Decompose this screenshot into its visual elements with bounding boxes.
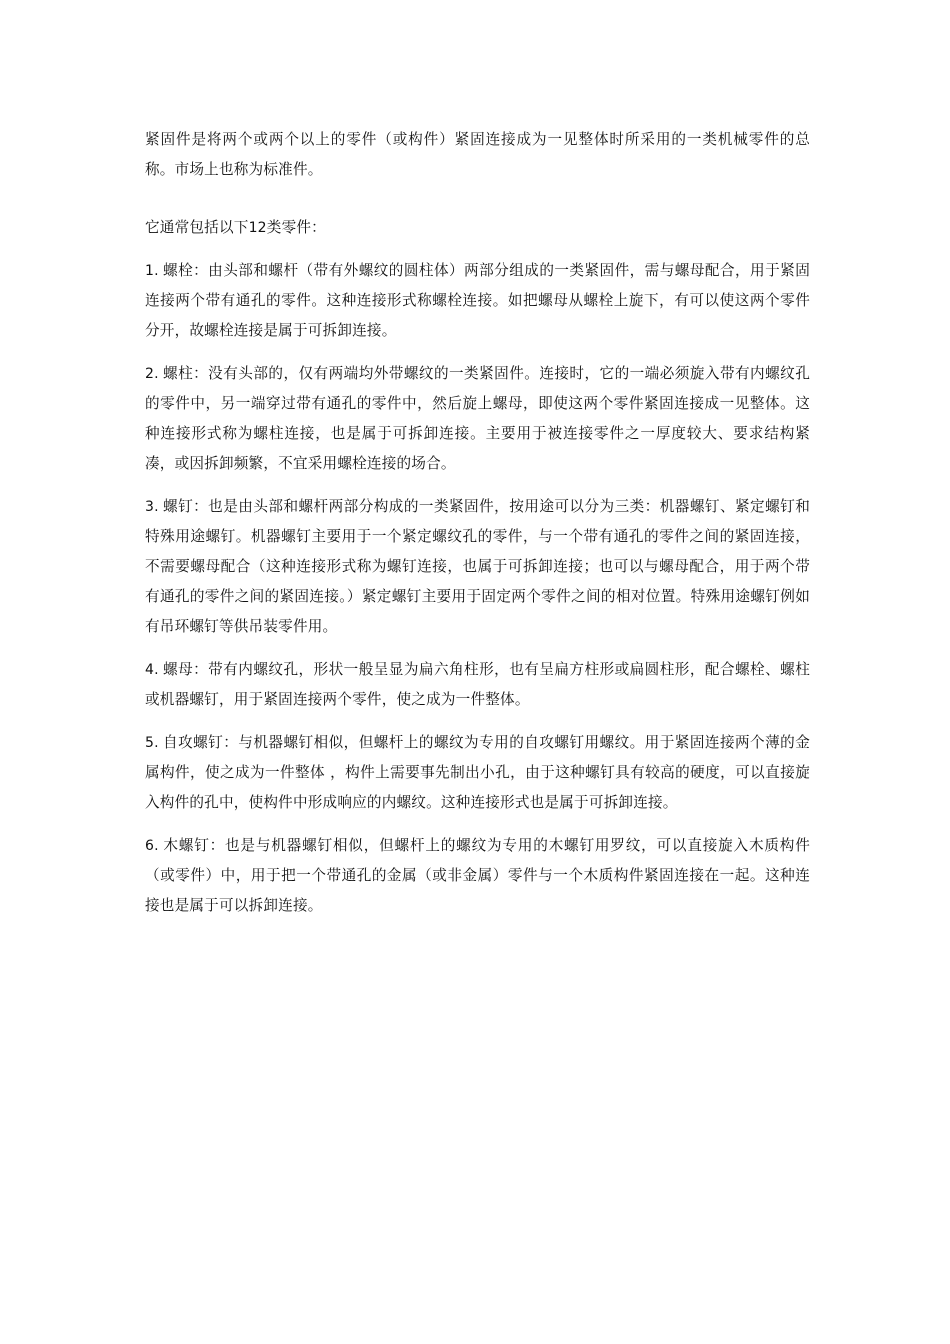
categories-prefix: 它通常包括以下 [145, 219, 249, 236]
list-item [145, 492, 810, 642]
item-number: 4. [145, 662, 159, 678]
item-text: 自攻螺钉：与机器螺钉相似，但螺杆上的螺纹为专用的自攻螺钉用螺纹。用于紧固连接两个薄的金属构件，使之成为一件整体 ，构件上需要事先制出小孔，由于这种螺钉具有较高的硬度，可以直接旋入构件的孔中，使构件中形成响应的内螺纹。这种连接形式也是属于可拆卸连接。 [145, 734, 810, 811]
item-number: 5. [145, 735, 159, 751]
categories-count: 12 [248, 220, 267, 236]
item-text: 木螺钉：也是与机器螺钉相似，但螺杆上的螺纹为专用的木螺钉用罗纹，可以直接旋入木质构件（或零件）中，用于把一个带通孔的金属（或非金属）零件与一个木质构件紧固连接在一起。这种连接也是属于可以拆卸连接。 [145, 837, 810, 914]
intro-paragraph: 紧固件是将两个或两个以上的零件（或构件）紧固连接成为一见整体时所采用的一类机械零件的总称。市场上也称为标准件。 [145, 131, 810, 178]
item-text: 螺钉：也是由头部和螺杆两部分构成的一类紧固件，按用途可以分为三类：机器螺钉、紧定螺钉和特殊用途螺钉。机器螺钉主要用于一个紧定螺纹孔的零件，与一个带有通孔的零件之间的紧固连接，不需要螺母配合（这种连接形式称为螺钉连接，也属于可拆卸连接；也可以与螺母配合，用于两个带有通孔的零件之间的紧固连接。）紧定螺钉主要用于固定两个零件之间的相对位置。特殊用途螺钉例如有吊环螺钉等供吊装零件用。 [145, 498, 810, 635]
item-number: 6. [145, 838, 159, 854]
categories-heading [145, 213, 810, 243]
item-number: 3. [145, 499, 159, 515]
list-item [145, 728, 810, 818]
list-item [145, 831, 810, 921]
item-number: 2. [145, 366, 159, 382]
item-text: 螺母：带有内螺纹孔，形状一般呈显为扁六角柱形，也有呈扁方柱形或扁圆柱形，配合螺栓、螺柱或机器螺钉，用于紧固连接两个零件，使之成为一件整体。 [145, 661, 810, 708]
item-number: 1. [145, 263, 159, 279]
list-item [145, 256, 810, 346]
item-text: 螺柱：没有头部的，仅有两端均外带螺纹的一类紧固件。连接时，它的一端必须旋入带有内螺纹孔的零件中，另一端穿过带有通孔的零件中，然后旋上螺母，即使这两个零件紧固连接成一见整体。这种连接形式称为螺柱连接，也是属于可拆卸连接。主要用于被连接零件之一厚度较大、要求结构紧凑，或因拆卸频繁，不宜采用螺栓连接的场合。 [145, 365, 810, 472]
document-page [145, 125, 810, 921]
item-text: 螺栓：由头部和螺杆（带有外螺纹的圆柱体）两部分组成的一类紧固件，需与螺母配合，用于紧固连接两个带有通孔的零件。这种连接形式称螺栓连接。如把螺母从螺栓上旋下，有可以使这两个零件分开，故螺栓连接是属于可拆卸连接。 [145, 262, 810, 339]
categories-suffix: 类零件： [266, 219, 326, 236]
list-item [145, 655, 810, 715]
list-item [145, 359, 810, 479]
